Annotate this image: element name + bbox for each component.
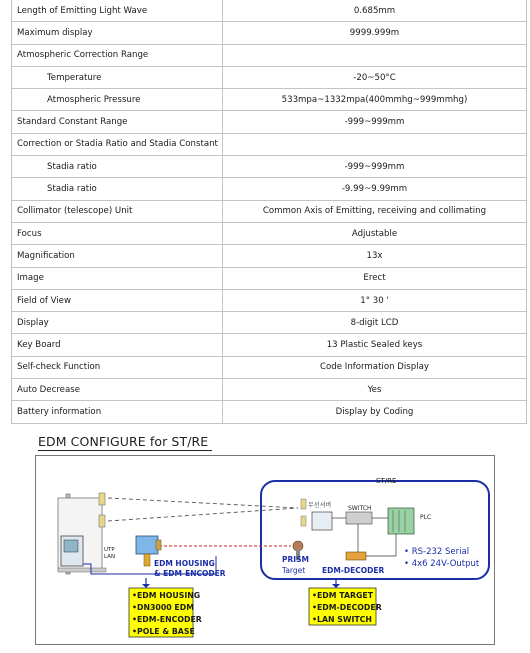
spec-value: 13x [223, 245, 527, 267]
prism-target-icon [293, 541, 303, 551]
left-target-upper [99, 493, 105, 505]
box-right-line-2: •EDM-DECODER [312, 603, 382, 612]
spec-label: Collimator (telescope) Unit [12, 200, 223, 222]
spec-row [12, 245, 527, 267]
spec-row [12, 111, 527, 133]
spec-label: Standard Constant Range [12, 111, 223, 133]
spec-value: 8-digit LCD [223, 312, 527, 334]
spec-label: Atmospheric Correction Range [12, 44, 223, 66]
spec-label: Atmospheric Pressure [12, 89, 223, 111]
box-left-line-3: •EDM-ENCODER [132, 615, 202, 624]
left-target-lower [99, 515, 105, 527]
spec-value: Common Axis of Emitting, receiving and collimating [223, 200, 527, 222]
spec-row [12, 66, 527, 88]
spec-value: -9.99~9.99mm [223, 178, 527, 200]
spec-row [12, 267, 527, 289]
receiver-target-mid [301, 516, 306, 526]
prism-label-1: PRISM [282, 555, 309, 564]
spec-value: Erect [223, 267, 527, 289]
spec-value: Yes [223, 379, 527, 401]
spec-value: Display by Coding [223, 401, 527, 423]
converter-label: 무선셔버 [308, 502, 332, 509]
spec-row [12, 89, 527, 111]
spec-row [12, 334, 527, 356]
prism-label-2: Target [282, 566, 306, 575]
spec-row [12, 379, 527, 401]
spec-row [12, 133, 527, 155]
converter-device [312, 512, 332, 530]
edm-decoder-device [346, 552, 366, 560]
spec-value [223, 44, 527, 66]
spec-value: -999~999mm [223, 111, 527, 133]
spec-row [12, 222, 527, 244]
spec-value: Adjustable [223, 222, 527, 244]
switch-device [346, 512, 372, 524]
spec-label: Self-check Function [12, 356, 223, 378]
spec-row [12, 22, 527, 44]
spec-value: 13 Plastic Sealed keys [223, 334, 527, 356]
spec-label: Display [12, 312, 223, 334]
spec-row [12, 289, 527, 311]
spec-value: 533mpa~1332mpa(400mmhg~999mmhg) [223, 89, 527, 111]
switch-label: SWITCH [348, 505, 372, 512]
spec-label: Image [12, 267, 223, 289]
output-24v: • 4x6 24V-Output [404, 559, 480, 569]
spec-value: 9999.999m [223, 22, 527, 44]
spec-label: Auto Decrease [12, 379, 223, 401]
spec-row [12, 156, 527, 178]
plc-label: PLC [420, 514, 432, 521]
spec-row [12, 312, 527, 334]
arrowhead-left-box [142, 584, 150, 588]
spec-row [12, 356, 527, 378]
spec-label: Magnification [12, 245, 223, 267]
spec-label: Length of Emitting Light Wave [12, 0, 223, 22]
receiver-target-upper [301, 499, 306, 509]
spec-table-body [12, 0, 527, 423]
spec-label: Battery information [12, 401, 223, 423]
spec-label: Key Board [12, 334, 223, 356]
spec-label: Field of View [12, 289, 223, 311]
housing-label-2: & EDM-ENCODER [154, 569, 226, 578]
box-right-line-3: •LAN SWITCH [312, 615, 372, 624]
arrowhead-right-box [332, 584, 340, 588]
decoder-label: EDM-DECODER [322, 566, 385, 575]
edm-housing-device [136, 536, 158, 554]
spec-table [11, 0, 527, 424]
box-right-line-1: •EDM TARGET [312, 591, 374, 600]
edm-housing-lens [156, 540, 161, 550]
spec-label: Temperature [12, 66, 223, 88]
spec-value [223, 133, 527, 155]
left-base [58, 568, 106, 572]
spec-row [12, 178, 527, 200]
spec-label: Focus [12, 222, 223, 244]
left-cabinet-screen [64, 540, 78, 552]
spec-label: Correction or Stadia Ratio and Stadia Constant [12, 133, 223, 155]
spec-row [12, 200, 527, 222]
plc-rack [388, 508, 414, 534]
utp-label: UTP [104, 547, 115, 553]
box-left-line-2: •DN3000 EDM [132, 603, 194, 612]
edm-housing-stand [144, 554, 150, 566]
spec-label: Maximum display [12, 22, 223, 44]
spec-value: 1° 30 ' [223, 289, 527, 311]
housing-label-1: EDM HOUSING [154, 559, 215, 568]
spec-value: -999~999mm [223, 156, 527, 178]
spec-value: 0.685mm [223, 0, 527, 22]
spec-label: Stadia ratio [12, 178, 223, 200]
spec-value: -20~50°C [223, 66, 527, 88]
spec-value: Code Information Display [223, 356, 527, 378]
box-left-line-1: •EDM HOUSING [132, 591, 201, 600]
lan-label: LAN [104, 554, 116, 560]
box-left-line-4: •POLE & BASE [132, 627, 195, 636]
spec-row [12, 401, 527, 423]
st-re-label: ST/RE [376, 477, 397, 485]
section-title: EDM CONFIGURE for ST/RE [38, 434, 209, 449]
section-title-underline [38, 450, 212, 451]
edm-configuration-diagram [35, 455, 495, 645]
spec-label: Stadia ratio [12, 156, 223, 178]
spec-row [12, 0, 527, 22]
spec-row [12, 44, 527, 66]
output-rs232: • RS-232 Serial [404, 547, 470, 557]
